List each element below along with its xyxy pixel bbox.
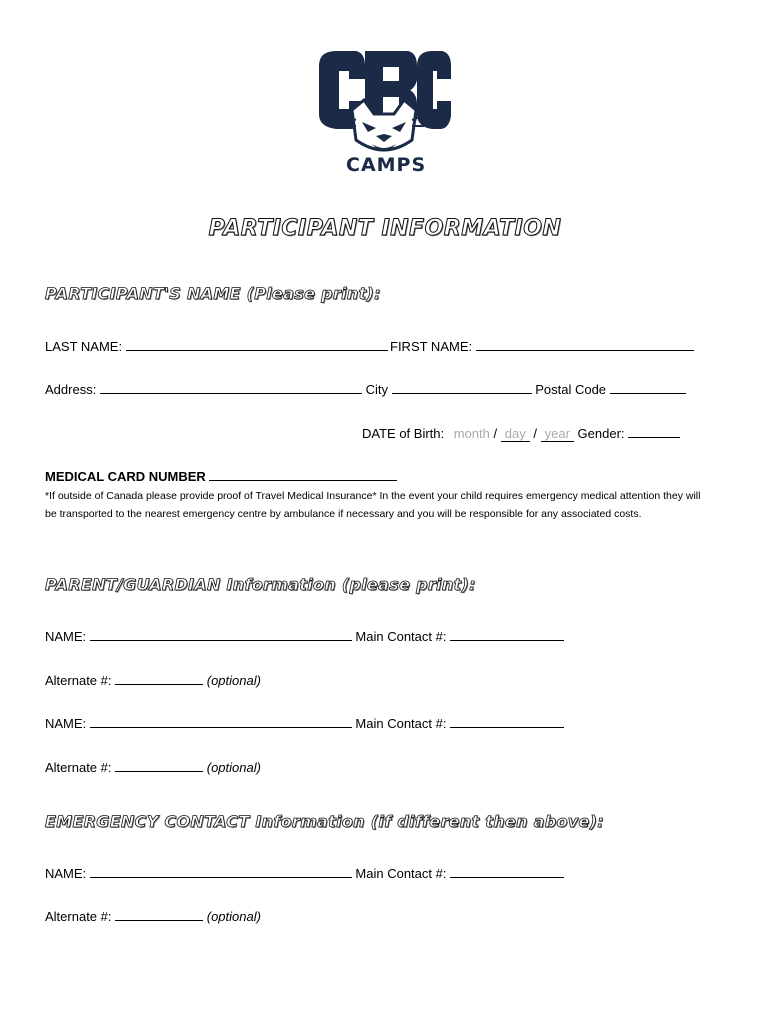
emergency-name-field[interactable]: [90, 865, 352, 878]
emergency-name-label: NAME:: [45, 866, 87, 881]
gender-label: Gender:: [577, 426, 625, 441]
emergency-alternate-field[interactable]: [115, 908, 203, 921]
participant-heading: PARTICIPANT'S NAME (Please print):: [45, 284, 381, 303]
logo-subtitle: CAMPS: [346, 154, 427, 176]
guardian-contact-label: Main Contact #:: [355, 629, 447, 644]
guardian-heading: PARENT/GUARDIAN Information (please print):: [45, 575, 476, 594]
cbc-camps-logo: [316, 48, 452, 180]
guardian-2-alternate-field[interactable]: [115, 759, 203, 772]
first-name-field[interactable]: [476, 338, 694, 351]
emergency-alternate-row: [45, 908, 261, 924]
medical-card-row: [45, 468, 397, 484]
guardian-alternate-label: Alternate #:: [45, 760, 112, 775]
optional-note: (optional): [206, 673, 261, 688]
guardian-contact-label: Main Contact #:: [355, 716, 447, 731]
address-label: Address:: [45, 382, 97, 397]
address-field[interactable]: [100, 381, 362, 394]
guardian-2-row: [45, 715, 564, 731]
guardian-1-alternate-field[interactable]: [115, 672, 203, 685]
medical-card-field[interactable]: [209, 468, 397, 481]
guardian-1-row: [45, 628, 564, 644]
guardian-2-contact-field[interactable]: [450, 715, 564, 728]
optional-note: (optional): [206, 909, 261, 924]
guardian-1-alternate-row: [45, 672, 261, 688]
emergency-alternate-label: Alternate #:: [45, 909, 112, 924]
first-name-label: FIRST NAME:: [390, 339, 473, 354]
postal-code-field[interactable]: [610, 381, 686, 394]
city-label: City: [365, 382, 388, 397]
guardian-2-name-field[interactable]: [90, 715, 352, 728]
guardian-name-label: NAME:: [45, 629, 87, 644]
medical-insurance-note: *If outside of Canada please provide proof of Travel Medical Insurance* In the event your child requires emergency medical attention they will be transported to the nearest emergency centre by ambulance if necessary and you will be responsible for any associated costs.: [45, 490, 701, 520]
dob-label: DATE of Birth:: [362, 426, 445, 441]
guardian-1-contact-field[interactable]: [450, 628, 564, 641]
gender-field[interactable]: [628, 425, 680, 438]
optional-note: (optional): [206, 760, 261, 775]
first-name-row: [390, 338, 694, 354]
guardian-2-alternate-row: [45, 759, 261, 775]
guardian-name-label: NAME:: [45, 716, 87, 731]
guardian-1-name-field[interactable]: [90, 628, 352, 641]
postal-code-label: Postal Code: [535, 382, 607, 397]
dob-month-field[interactable]: month: [453, 426, 490, 441]
page-title: PARTICIPANT INFORMATION: [208, 216, 562, 241]
medical-card-label: MEDICAL CARD NUMBER: [45, 469, 206, 484]
dob-separator: /: [533, 426, 537, 441]
emergency-contact-label: Main Contact #:: [355, 866, 447, 881]
dob-row: [362, 425, 680, 442]
dob-day-field[interactable]: day: [501, 426, 530, 442]
address-row: [45, 381, 686, 397]
emergency-contact-field[interactable]: [450, 865, 564, 878]
emergency-row: [45, 865, 564, 881]
guardian-alternate-label: Alternate #:: [45, 673, 112, 688]
emergency-heading: EMERGENCY CONTACT Information (if different then above):: [45, 812, 604, 831]
dob-separator: /: [493, 426, 498, 441]
last-name-label: LAST NAME:: [45, 339, 123, 354]
city-field[interactable]: [392, 381, 532, 394]
dob-year-field[interactable]: year: [541, 426, 574, 442]
last-name-field[interactable]: [126, 338, 388, 351]
last-name-row: [45, 338, 388, 354]
